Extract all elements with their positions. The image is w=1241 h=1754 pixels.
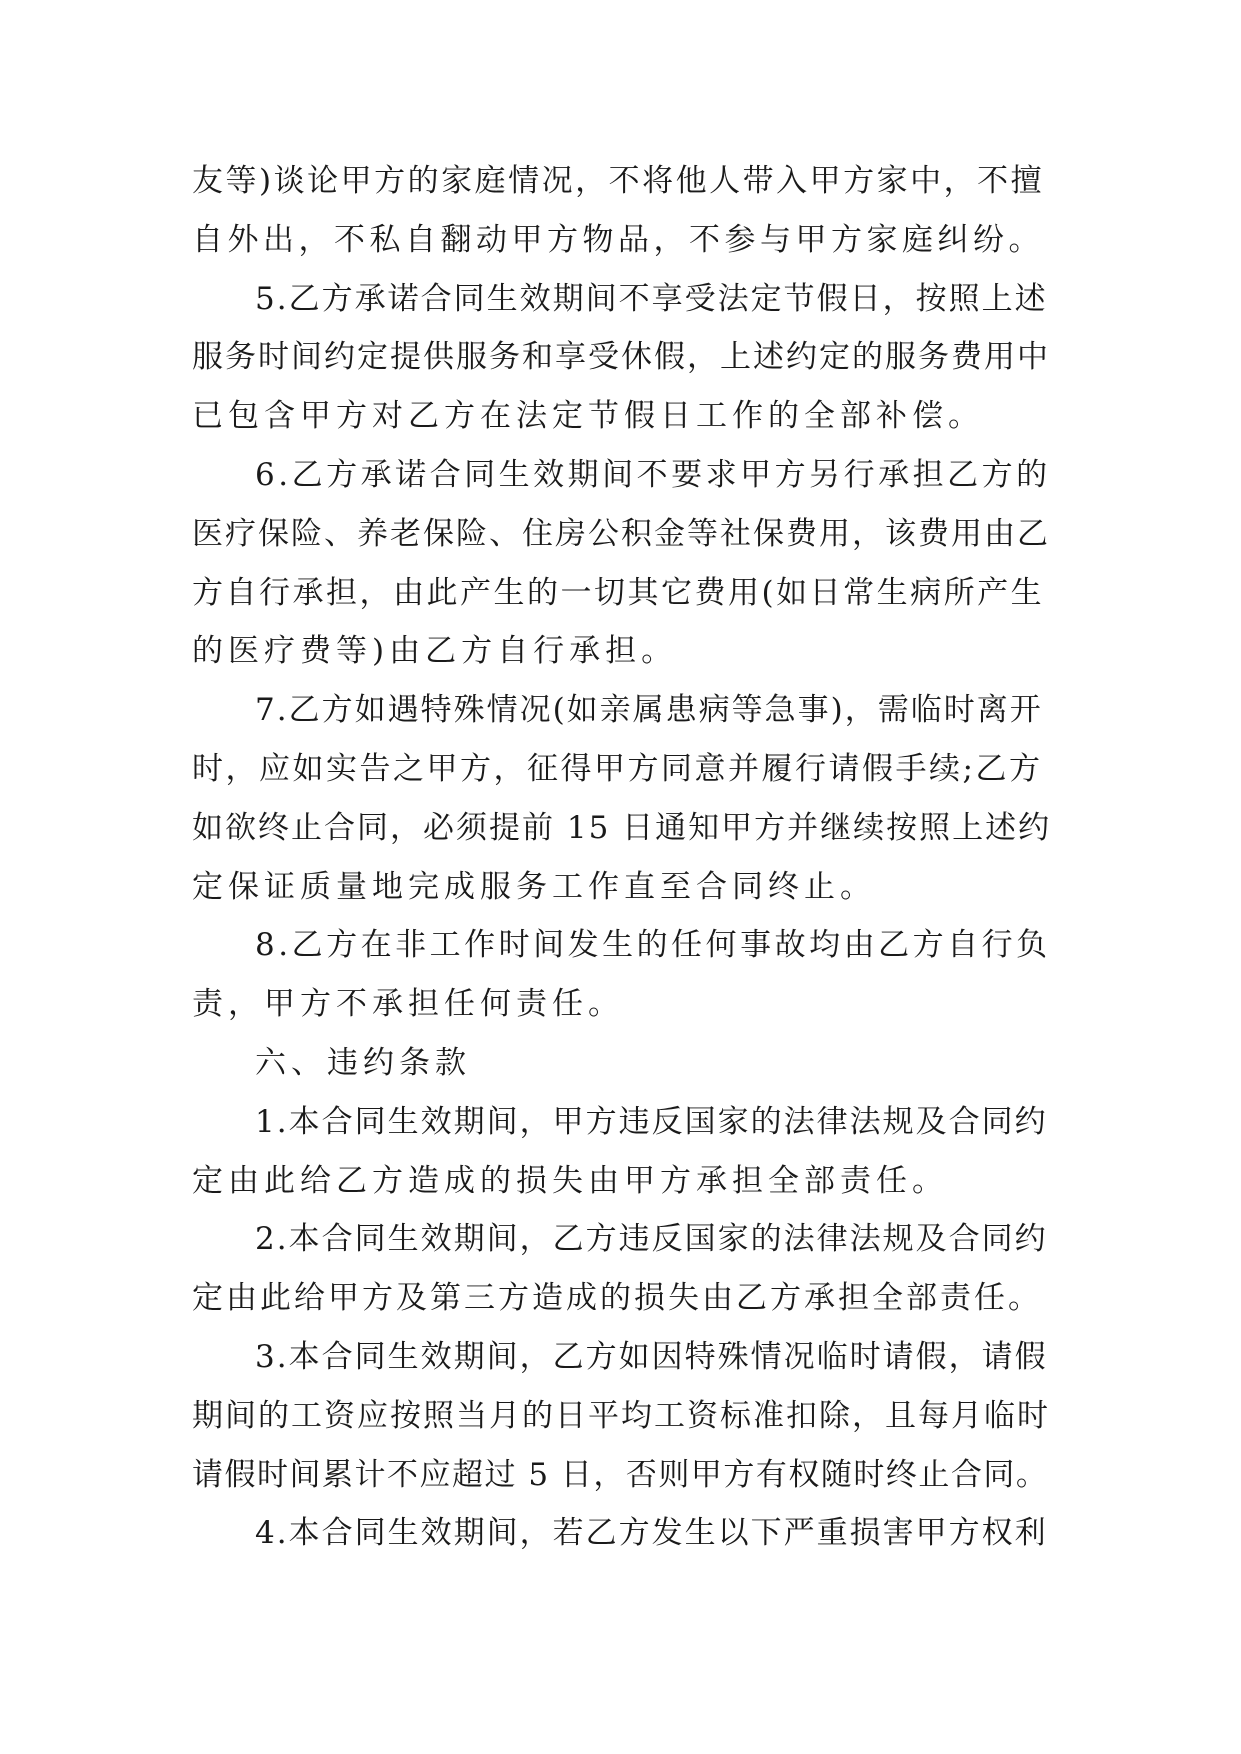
text-line: 方自行承担，由此产生的一切其它费用(如日常生病所产生 bbox=[192, 574, 1045, 611]
clause-5-line: 5.乙方承诺合同生效期间不享受法定节假日，按照上述 bbox=[255, 280, 1048, 317]
text-line: 的医疗费等)由乙方自行承担。 bbox=[192, 633, 678, 670]
clause-8-line: 8.乙方在非工作时间发生的任何事故均由乙方自行负 bbox=[255, 927, 1051, 964]
breach-clause-4-line: 4.本合同生效期间，若乙方发生以下严重损害甲方权利 bbox=[255, 1515, 1048, 1552]
document-body bbox=[192, 152, 1054, 1563]
clause-7-line: 7.乙方如遇特殊情况(如亲属患病等急事)，需临时离开 bbox=[255, 692, 1043, 729]
text-line: 自外出，不私自翻动甲方物品，不参与甲方家庭纠纷。 bbox=[192, 221, 1044, 258]
breach-clause-3-line: 3.本合同生效期间，乙方如因特殊情况临时请假，请假 bbox=[255, 1338, 1048, 1375]
text-line: 已包含甲方对乙方在法定节假日工作的全部补偿。 bbox=[192, 398, 984, 435]
text-line: 时，应如实告之甲方，征得甲方同意并履行请假手续;乙方 bbox=[192, 750, 1043, 787]
section-heading: 六、违约条款 bbox=[255, 1044, 471, 1081]
text-line: 请假时间累计不应超过 5 日，否则甲方有权随时终止合同。 bbox=[192, 1456, 1049, 1493]
breach-clause-1-line: 1.本合同生效期间，甲方违反国家的法律法规及合同约 bbox=[255, 1103, 1048, 1140]
breach-clause-2-line: 2.本合同生效期间，乙方违反国家的法律法规及合同约 bbox=[255, 1221, 1048, 1258]
text-line: 医疗保险、养老保险、住房公积金等社保费用，该费用由乙 bbox=[192, 515, 1050, 552]
text-line: 期间的工资应按照当月的日平均工资标准扣除，且每月临时 bbox=[192, 1397, 1050, 1434]
text-line: 责，甲方不承担任何责任。 bbox=[192, 986, 624, 1023]
text-line: 服务时间约定提供服务和享受休假，上述约定的服务费用中 bbox=[192, 339, 1050, 376]
text-line: 定由此给甲方及第三方造成的损失由乙方承担全部责任。 bbox=[192, 1280, 1042, 1317]
text-line: 定由此给乙方造成的损失由甲方承担全部责任。 bbox=[192, 1162, 948, 1199]
text-line: 友等)谈论甲方的家庭情况，不将他人带入甲方家中，不擅 bbox=[192, 163, 1045, 199]
text-line: 如欲终止合同，必须提前 15 日通知甲方并继续按照上述约 bbox=[192, 809, 1052, 846]
text-line: 定保证质量地完成服务工作直至合同终止。 bbox=[192, 868, 876, 905]
clause-6-line: 6.乙方承诺合同生效期间不要求甲方另行承担乙方的 bbox=[255, 456, 1051, 493]
